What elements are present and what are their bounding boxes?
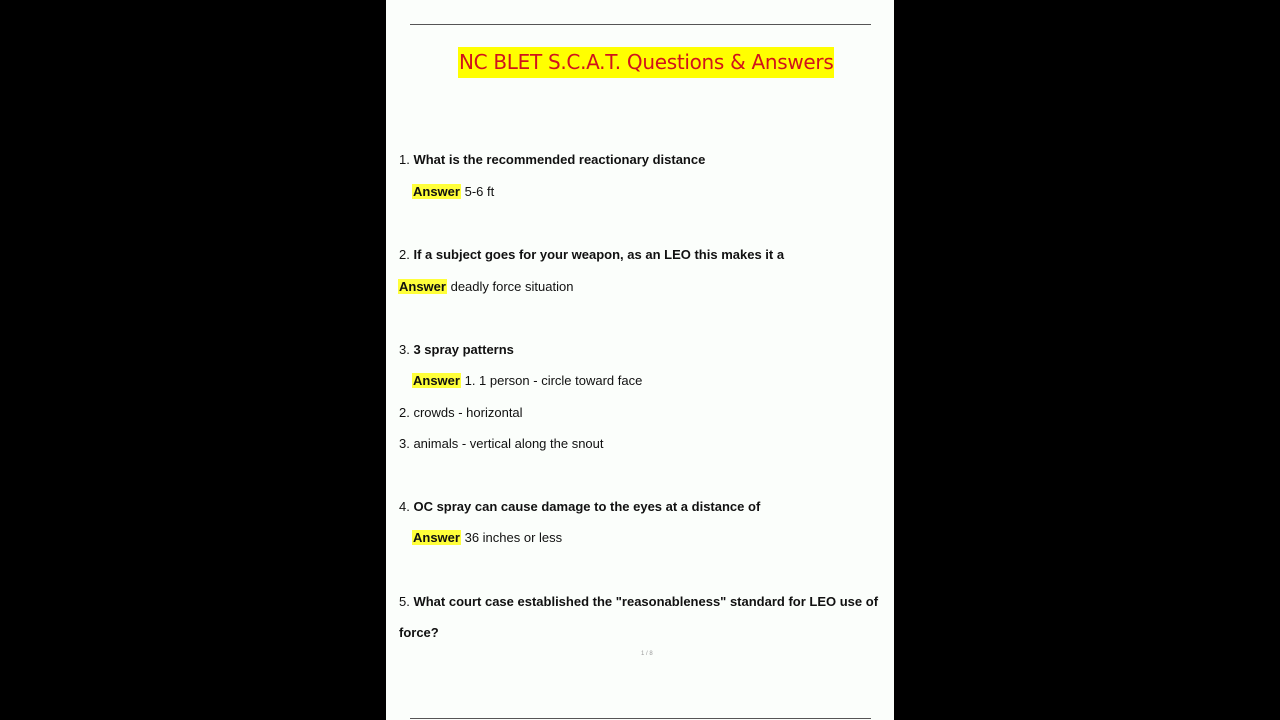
answer-text: 36 inches or less [464, 530, 563, 545]
question-3 [399, 342, 514, 358]
question-4 [399, 499, 760, 515]
question-5-continuation: force? [399, 625, 439, 640]
question-1 [399, 152, 705, 168]
question-text: What court case established the "reasonableness" standard for LEO use of [413, 594, 879, 609]
document-page [386, 0, 894, 720]
header-rule [410, 24, 871, 25]
question-text: OC spray can cause damage to the eyes at a distance of [413, 499, 761, 514]
answer-text: 5-6 ft [464, 184, 495, 199]
answer-3-line-2: 2. crowds - horizontal [399, 405, 523, 420]
answer-text: 1. 1 person - circle toward face [464, 373, 643, 388]
answer-text: deadly force situation [450, 279, 574, 294]
question-text: If a subject goes for your weapon, as an LEO this makes it a [413, 247, 785, 262]
question-number: 4. [399, 499, 410, 514]
answer-3 [412, 373, 642, 389]
answer-label: Answer [413, 530, 460, 545]
question-text: 3 spray patterns [413, 342, 514, 357]
footer-rule [410, 718, 871, 719]
answer-1 [412, 184, 494, 200]
question-2 [399, 247, 784, 263]
question-number: 5. [399, 594, 410, 609]
answer-3-line-3: 3. animals - vertical along the snout [399, 436, 604, 451]
question-number: 3. [399, 342, 410, 357]
answer-label: Answer [413, 373, 460, 388]
answer-4 [412, 530, 562, 546]
answer-label: Answer [413, 184, 460, 199]
question-5 [399, 594, 878, 610]
answer-label: Answer [399, 279, 446, 294]
answer-2 [398, 279, 573, 295]
question-text: What is the recommended reactionary distance [413, 152, 706, 167]
page-indicator: 1 / 8 [641, 651, 653, 657]
document-title: NC BLET S.C.A.T. Questions & Answers [458, 47, 834, 78]
question-number: 1. [399, 152, 410, 167]
question-number: 2. [399, 247, 410, 262]
